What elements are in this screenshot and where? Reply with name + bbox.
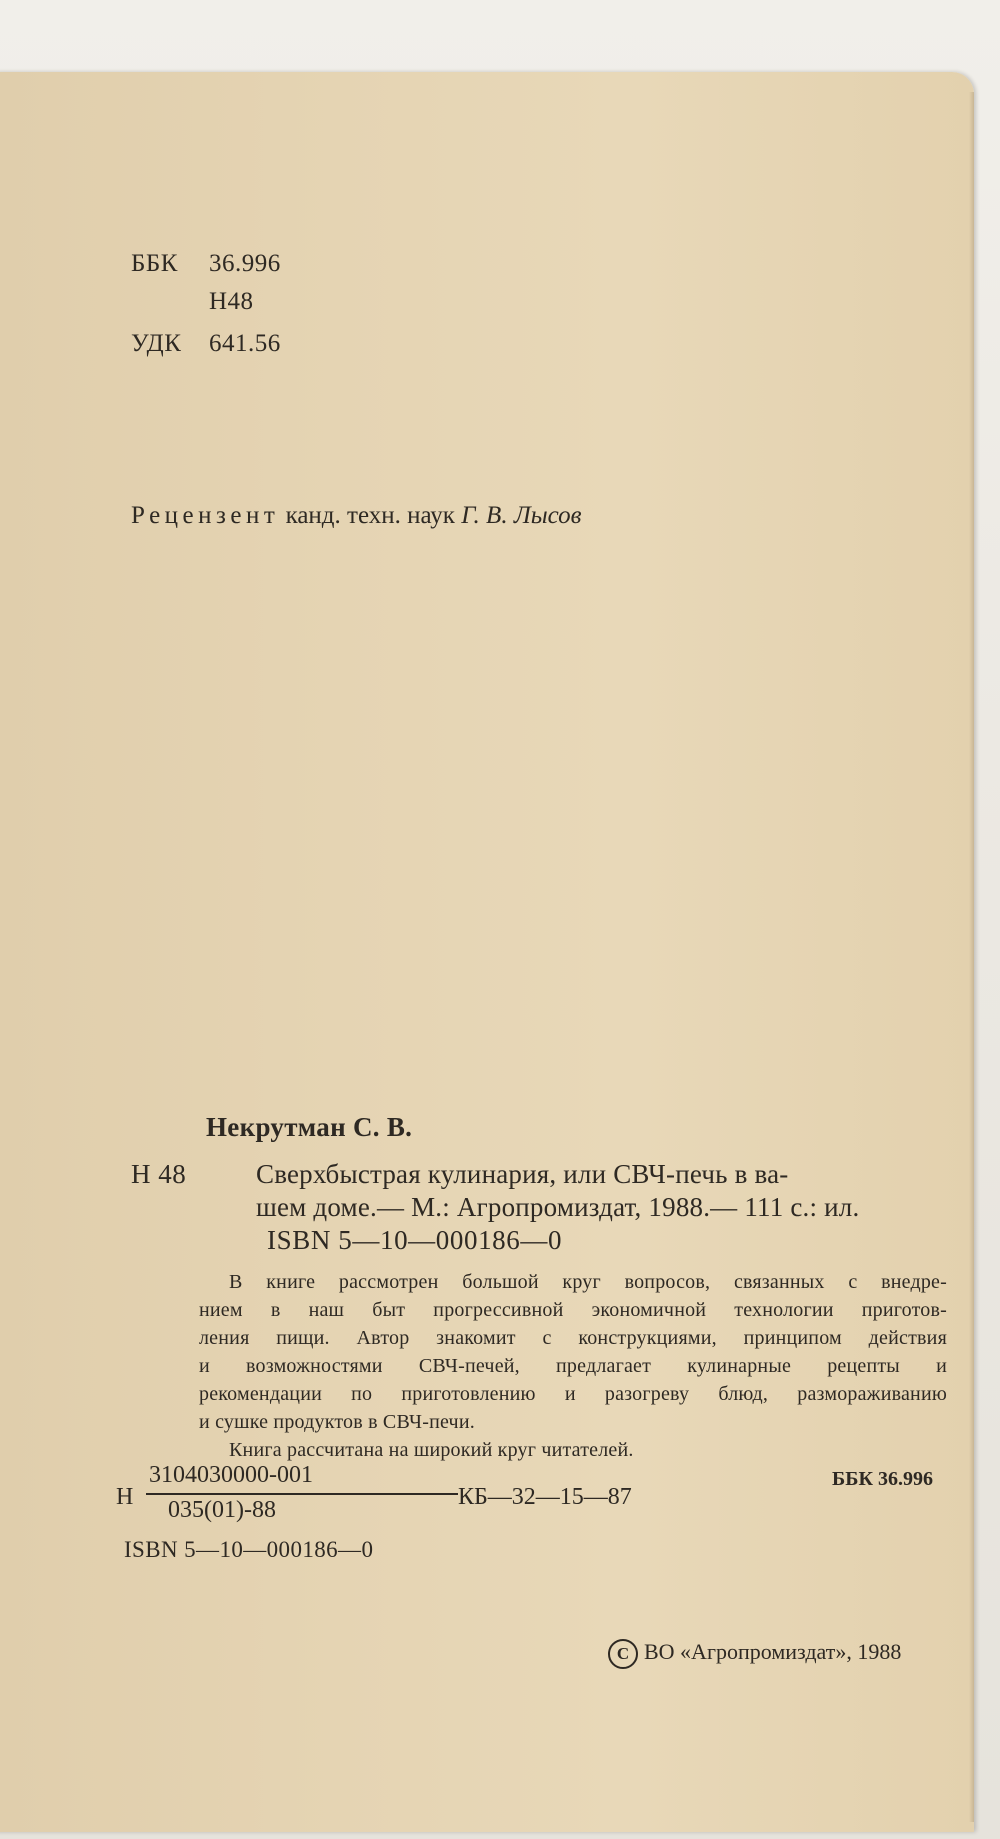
author-mark: Н48	[209, 288, 254, 315]
fraction-bar	[146, 1493, 458, 1495]
copyright-line	[608, 1639, 901, 1669]
udk-label: УДК	[131, 330, 182, 357]
abstract-line: рекомендации по приготовлению и разогреву блюд, размораживанию	[199, 1383, 947, 1405]
imprint-h-letter: Н	[116, 1484, 134, 1510]
abstract-line: В книге рассмотрен большой круг вопросов, связанных с внедре-	[229, 1271, 947, 1293]
bbk-value: 36.996	[209, 250, 281, 277]
abstract-line: и возможностями СВЧ-печей, предлагает кулинарные рецепты и	[199, 1355, 947, 1377]
imprint-denominator: 035(01)-88	[168, 1497, 276, 1523]
catalog-author: Некрутман С. В.	[206, 1112, 413, 1142]
catalog-isbn: ISBN 5—10—000186—0	[267, 1225, 563, 1255]
copyright-text: ВО «Агропромиздат», 1988	[644, 1639, 902, 1665]
abstract-line: нием в наш быт прогрессивной экономичной технологии приготов-	[199, 1299, 947, 1321]
reviewer-line	[131, 502, 582, 530]
imprint-kb-code: КБ—32—15—87	[458, 1484, 632, 1510]
abstract-line: Книга рассчитана на широкий круг читателей.	[229, 1439, 634, 1461]
imprint-numerator: 3104030000-001	[149, 1462, 313, 1488]
catalog-title-line-2: шем доме.— М.: Агропромиздат, 1988.— 111 с.: ил.	[256, 1192, 860, 1222]
abstract-line: и сушке продуктов в СВЧ-печи.	[199, 1411, 475, 1433]
reviewer-title: канд. техн. наук	[285, 502, 455, 529]
udk-value: 641.56	[209, 330, 281, 357]
page-edge-shadow	[969, 92, 974, 1822]
reviewer-role: Рецензент	[131, 502, 280, 529]
catalog-code: Н 48	[131, 1159, 187, 1189]
abstract-line: ления пищи. Автор знакомит с конструкциями, принципом действия	[199, 1327, 947, 1349]
reviewer-name: Г. В. Лысов	[461, 502, 582, 529]
catalog-abstract	[199, 1268, 947, 1464]
bbk-label: ББК	[131, 250, 178, 277]
imprint-isbn: ISBN 5—10—000186—0	[124, 1537, 374, 1562]
copyright-icon: C	[608, 1639, 638, 1669]
catalog-title-line-1: Сверхбыстрая кулинария, или СВЧ-печь в ва-	[256, 1159, 789, 1189]
book-page	[0, 72, 974, 1832]
imprint-bbk: ББК 36.996	[832, 1468, 933, 1490]
